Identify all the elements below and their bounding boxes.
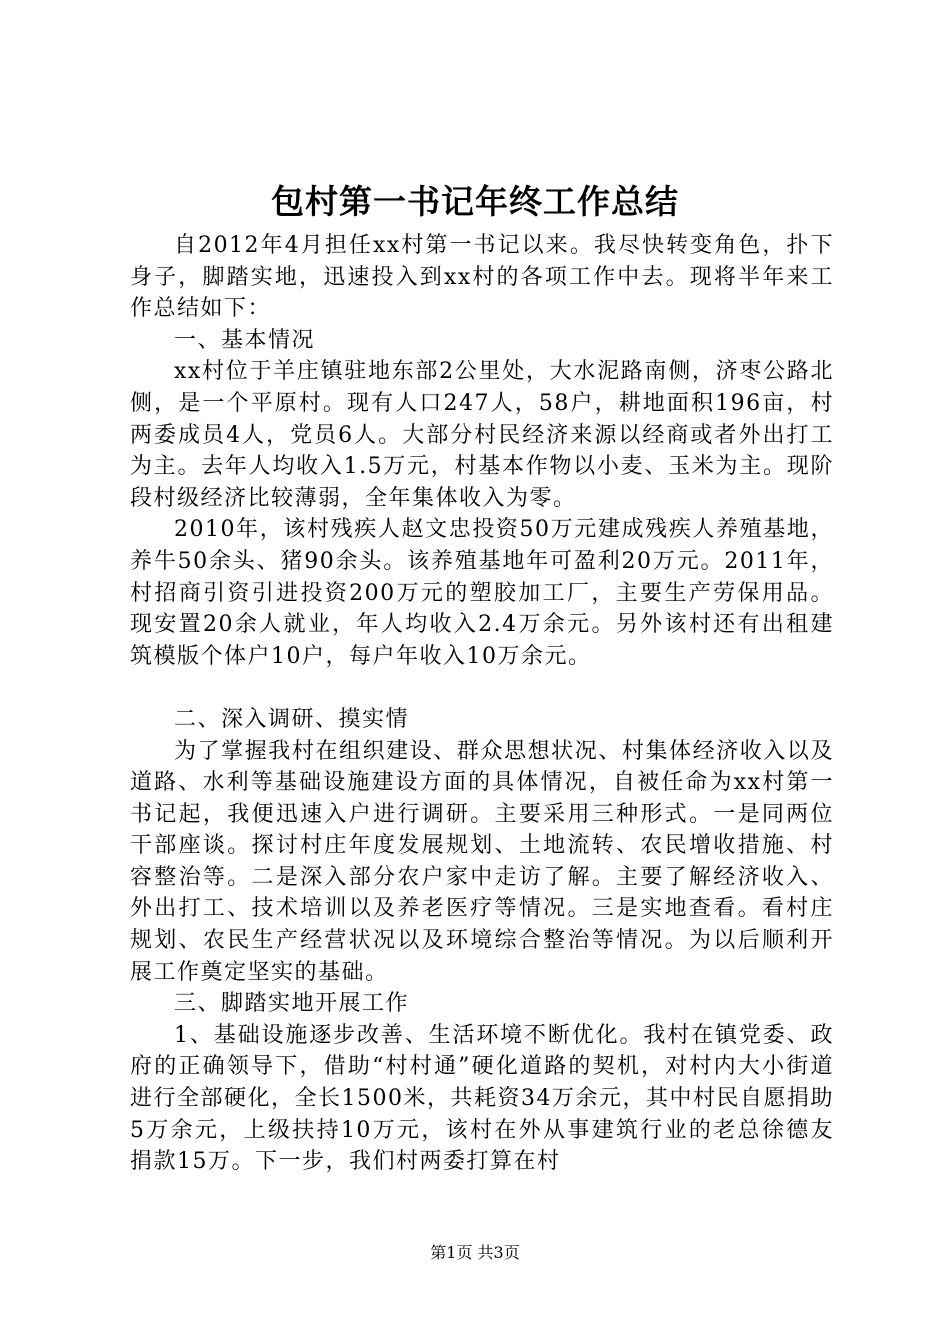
document-title: 包村第一书记年终工作总结 — [271, 182, 679, 221]
paragraph-research: 为了掌握我村在组织建设、群众思想状况、村集体经济收入以及道路、水利等基础设施建设方面的具体情况，自被任命为xx村第一书记起，我便迅速入户进行调研。主要采用三种形式。一是同两位干部座谈。探讨村庄年度发展规划、土地流转、农民增收措施、村容整治等。二是深入部分农户家中走访了解。主要了解经济收入、外出打工、技术培训以及养老医疗等情况。三是实地查看。看村庄规划、农民生产经营状况以及环境综合整治等情况。为以后顺利开展工作奠定坚实的基础。 — [130, 738, 834, 985]
paragraph-industry: 2010年，该村残疾人赵文忠投资50万元建成残疾人养殖基地，养牛50余头、猪90余头。该养殖基地年可盈利20万元。2011年，村招商引资引进投资200万元的塑胶加工厂，主要生产劳保用品。现安置20余人就业，年人均收入2.4万余元。另外该村还有出租建筑模版个体户10户，每户年收入10万余元。 — [130, 517, 834, 669]
paragraph-infrastructure: 1、基础设施逐步改善、生活环境不断优化。我村在镇党委、政府的正确领导下，借助“村村通”硬化道路的契机，对村内大小街道进行全部硬化，全长1500米，共耗资34万余元，其中村民自愿捐助5万余元，上级扶持10万元，该村在外从事建筑行业的老总徐德友捐款15万。下一步，我们村两委打算在村 — [130, 1022, 834, 1175]
document-body — [130, 230, 834, 1178]
section-heading-basic: 一、基本情况 — [174, 327, 316, 353]
paragraph-village-overview: xx村位于羊庄镇驻地东部2公里处，大水泥路南侧，济枣公路北侧，是一个平原村。现有人口247人，58户，耕地面积196亩，村两委成员4人，党员6人。大部分村民经济来源以经商或者外出打工为主。去年人均收入1.5万元，村基本作物以小麦、玉米为主。现阶段村级经济比较薄弱，全年集体收入为零。 — [130, 359, 834, 511]
paragraph-intro: 自2012年4月担任xx村第一书记以来。我尽快转变角色，扑下身子，脚踏实地，迅速投入到xx村的各项工作中去。现将半年来工作总结如下： — [130, 233, 834, 322]
page-footer: 第1页 共3页 — [430, 1243, 520, 1262]
section-heading-work: 三、脚踏实地开展工作 — [174, 991, 410, 1017]
section-heading-research: 二、深入调研、摸实情 — [174, 706, 410, 732]
